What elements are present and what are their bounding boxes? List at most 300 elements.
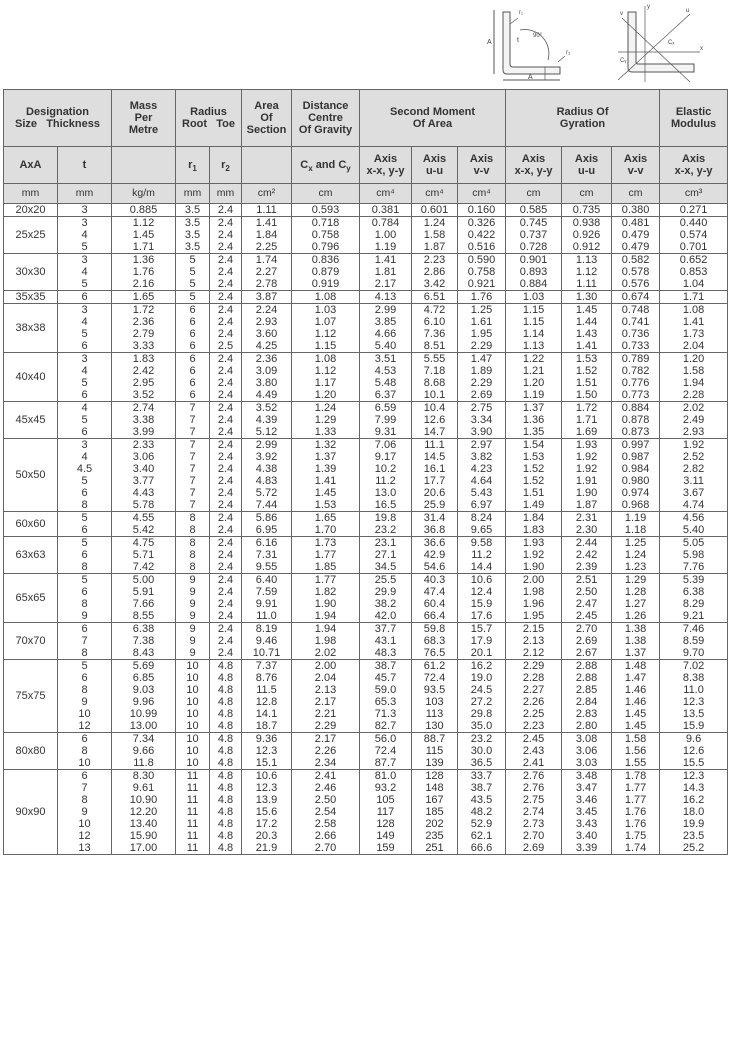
table-cell: 2.21 xyxy=(292,708,360,720)
table-cell: 1.82 xyxy=(292,586,360,598)
table-cell: 8 xyxy=(58,598,112,610)
header-axis-word: Axis xyxy=(574,153,599,165)
table-cell: 2.16 xyxy=(112,278,176,291)
table-cell: 5.78 xyxy=(112,499,176,512)
table-cell: 12.3 xyxy=(242,782,292,794)
table-cell: 1.92 xyxy=(562,451,612,463)
header-thickness: Thickness xyxy=(46,118,100,130)
table-cell: 1.52 xyxy=(506,463,562,475)
table-cell: 2.29 xyxy=(506,660,562,673)
header-designation-title: Designation xyxy=(26,106,89,118)
table-cell: 82.7 xyxy=(360,720,412,733)
table-row xyxy=(4,402,728,415)
table-cell: 1.76 xyxy=(112,266,176,278)
table-cell: 1.55 xyxy=(612,757,660,770)
table-cell: 4 xyxy=(58,402,112,415)
table-cell: 1.37 xyxy=(506,402,562,415)
size-group xyxy=(4,291,728,304)
table-cell: 2.75 xyxy=(506,794,562,806)
table-cell: 2.28 xyxy=(506,672,562,684)
table-cell: 0.987 xyxy=(612,451,660,463)
table-cell: 4.64 xyxy=(458,475,506,487)
table-cell: 6 xyxy=(58,586,112,598)
table-row xyxy=(4,229,728,241)
table-cell: 6 xyxy=(58,524,112,537)
table-cell: 1.77 xyxy=(292,549,360,561)
table-cell: 2.17 xyxy=(292,696,360,708)
table-cell: 1.53 xyxy=(506,451,562,463)
table-cell: 2.43 xyxy=(506,745,562,757)
table-cell: 16.1 xyxy=(412,463,458,475)
table-cell: 1.24 xyxy=(412,217,458,230)
table-cell: 8.55 xyxy=(112,610,176,623)
table-cell: 11 xyxy=(176,806,210,818)
table-cell: 0.773 xyxy=(612,389,660,402)
table-cell: 139 xyxy=(412,757,458,770)
header-r1 xyxy=(176,147,210,184)
table-cell: 9.17 xyxy=(360,451,412,463)
table-cell: 66.4 xyxy=(412,610,458,623)
table-cell: 20.3 xyxy=(242,830,292,842)
table-cell: 2.69 xyxy=(562,635,612,647)
table-cell: 2.44 xyxy=(562,537,612,550)
table-cell: 8 xyxy=(58,745,112,757)
table-cell: 2.52 xyxy=(660,451,728,463)
table-cell: 0.926 xyxy=(562,229,612,241)
table-cell: 14.1 xyxy=(242,708,292,720)
table-cell: 6 xyxy=(176,377,210,389)
table-row xyxy=(4,304,728,317)
table-row xyxy=(4,647,728,660)
table-cell: 2.4 xyxy=(210,328,242,340)
table-cell: 1.15 xyxy=(506,304,562,317)
header-root-toe xyxy=(176,118,241,130)
table-row xyxy=(4,672,728,684)
table-cell: 2.4 xyxy=(210,537,242,550)
table-cell: 1.72 xyxy=(562,402,612,415)
table-row xyxy=(4,340,728,353)
table-cell: 5 xyxy=(58,475,112,487)
table-cell: 7 xyxy=(58,782,112,794)
table-cell: 17.7 xyxy=(412,475,458,487)
table-cell: 10.71 xyxy=(242,647,292,660)
table-cell: 2.97 xyxy=(458,439,506,452)
table-cell: 2.23 xyxy=(506,720,562,733)
table-cell: 5 xyxy=(58,278,112,291)
table-cell: 3.52 xyxy=(242,402,292,415)
table-cell: 2.4 xyxy=(210,463,242,475)
table-cell: 8.51 xyxy=(412,340,458,353)
table-cell: 2.49 xyxy=(660,414,728,426)
table-cell: 149 xyxy=(360,830,412,842)
size-cell: 20x20 xyxy=(4,204,58,217)
table-cell: 2.13 xyxy=(506,635,562,647)
table-row xyxy=(4,487,728,499)
unit-cell: cm⁴ xyxy=(360,184,412,204)
header-toe: Toe xyxy=(216,118,235,130)
table-cell: 6 xyxy=(58,340,112,353)
table-cell: 13.5 xyxy=(660,708,728,720)
table-cell: 48.2 xyxy=(458,806,506,818)
size-cell: 38x38 xyxy=(4,304,58,353)
table-cell: 1.37 xyxy=(292,451,360,463)
table-row xyxy=(4,610,728,623)
header-axis-uu xyxy=(412,147,458,184)
angle-dimension-diagram xyxy=(494,10,565,80)
table-cell: 8 xyxy=(58,684,112,696)
table-cell: 6 xyxy=(176,304,210,317)
table-cell: 0.893 xyxy=(506,266,562,278)
table-cell: 0.652 xyxy=(660,254,728,267)
table-cell: 0.326 xyxy=(458,217,506,230)
table-cell: 0.479 xyxy=(612,229,660,241)
table-cell: 9 xyxy=(176,574,210,587)
table-row xyxy=(4,696,728,708)
table-cell: 10.2 xyxy=(360,463,412,475)
table-cell: 93.2 xyxy=(360,782,412,794)
table-cell: 7 xyxy=(176,463,210,475)
table-cell: 15.9 xyxy=(660,720,728,733)
table-cell: 1.12 xyxy=(562,266,612,278)
table-cell: 5.48 xyxy=(360,377,412,389)
table-row xyxy=(4,660,728,673)
table-cell: 5.43 xyxy=(458,487,506,499)
table-cell: 11 xyxy=(176,818,210,830)
table-cell: 1.58 xyxy=(612,733,660,746)
table-cell: 1.45 xyxy=(292,487,360,499)
table-cell: 6 xyxy=(58,770,112,783)
diagram-label-v: v xyxy=(620,11,623,17)
table-cell: 2.4 xyxy=(210,475,242,487)
table-cell: 1.30 xyxy=(562,291,612,304)
table-cell: 8 xyxy=(58,499,112,512)
table-cell: 10.1 xyxy=(412,389,458,402)
table-cell: 2.50 xyxy=(562,586,612,598)
table-cell: 1.83 xyxy=(506,524,562,537)
table-cell: 0.590 xyxy=(458,254,506,267)
table-cell: 0.776 xyxy=(612,377,660,389)
header-axis-word: Axis xyxy=(373,153,398,165)
table-cell: 11.2 xyxy=(458,549,506,561)
table-cell: 1.12 xyxy=(292,328,360,340)
table-cell: 2.4 xyxy=(210,426,242,439)
table-cell: 4 xyxy=(58,365,112,377)
table-cell: 7.66 xyxy=(112,598,176,610)
table-cell: 72.4 xyxy=(412,672,458,684)
table-cell: 1.71 xyxy=(112,241,176,254)
header-radius-title: Radius xyxy=(190,106,227,118)
table-cell: 105 xyxy=(360,794,412,806)
table-cell: 8 xyxy=(176,524,210,537)
header-mass-line: Mass xyxy=(129,100,158,112)
header-axis-word: Axis xyxy=(623,153,648,165)
table-cell: 1.95 xyxy=(506,610,562,623)
table-cell: 1.98 xyxy=(506,586,562,598)
size-group xyxy=(4,402,728,439)
table-cell: 16.2 xyxy=(660,794,728,806)
header-cy-sub: y xyxy=(346,164,351,174)
table-cell: 1.70 xyxy=(292,524,360,537)
table-row xyxy=(4,842,728,855)
table-cell: 1.08 xyxy=(292,353,360,366)
table-cell: 1.71 xyxy=(660,291,728,304)
table-cell: 7.42 xyxy=(112,561,176,574)
table-cell: 117 xyxy=(360,806,412,818)
table-cell: 88.7 xyxy=(412,733,458,746)
table-cell: 1.24 xyxy=(292,402,360,415)
table-cell: 9 xyxy=(176,586,210,598)
table-cell: 1.45 xyxy=(562,304,612,317)
table-cell: 38.7 xyxy=(360,660,412,673)
table-cell: 0.516 xyxy=(458,241,506,254)
table-cell: 2.36 xyxy=(112,316,176,328)
table-cell: 4.8 xyxy=(210,720,242,733)
table-cell: 3.39 xyxy=(562,842,612,855)
table-cell: 10 xyxy=(176,757,210,770)
table-cell: 18.7 xyxy=(242,720,292,733)
table-cell: 52.9 xyxy=(458,818,506,830)
table-cell: 1.25 xyxy=(458,304,506,317)
table-cell: 1.93 xyxy=(562,439,612,452)
table-cell: 5 xyxy=(58,328,112,340)
table-cell: 1.91 xyxy=(562,475,612,487)
table-cell: 60.4 xyxy=(412,598,458,610)
table-cell: 13.9 xyxy=(242,794,292,806)
header-gyr-uu xyxy=(562,147,612,184)
table-cell: 1.74 xyxy=(242,254,292,267)
header-area-blank xyxy=(242,147,292,184)
table-cell: 24.5 xyxy=(458,684,506,696)
header-distance-line: Of Gravity xyxy=(298,124,353,136)
table-cell: 2.41 xyxy=(506,757,562,770)
table-cell: 2.36 xyxy=(242,353,292,366)
table-cell: 1.13 xyxy=(506,340,562,353)
table-cell: 6 xyxy=(58,389,112,402)
table-cell: 2.29 xyxy=(458,340,506,353)
table-cell: 5.39 xyxy=(660,574,728,587)
size-group xyxy=(4,770,728,855)
table-cell: 3.42 xyxy=(412,278,458,291)
table-cell: 2.42 xyxy=(562,549,612,561)
size-group xyxy=(4,574,728,623)
table-cell: 2.4 xyxy=(210,635,242,647)
table-cell: 3.09 xyxy=(242,365,292,377)
header-elastic xyxy=(660,90,728,147)
table-cell: 9 xyxy=(176,610,210,623)
table-cell: 10 xyxy=(176,733,210,746)
table-row xyxy=(4,782,728,794)
table-cell: 6 xyxy=(176,365,210,377)
diagram-label-t: t xyxy=(517,37,519,44)
table-row xyxy=(4,241,728,254)
table-cell: 1.65 xyxy=(112,291,176,304)
table-cell: 2.4 xyxy=(210,389,242,402)
table-cell: 9 xyxy=(58,806,112,818)
table-cell: 1.24 xyxy=(612,549,660,561)
header-area-line: Area xyxy=(254,100,279,112)
table-cell: 1.41 xyxy=(660,316,728,328)
table-cell: 1.11 xyxy=(242,204,292,217)
table-cell: 8.68 xyxy=(412,377,458,389)
table-cell: 2.83 xyxy=(562,708,612,720)
table-cell: 5.42 xyxy=(112,524,176,537)
table-cell: 0.728 xyxy=(506,241,562,254)
table-cell: 8.38 xyxy=(660,672,728,684)
table-cell: 1.72 xyxy=(112,304,176,317)
table-cell: 43.5 xyxy=(458,794,506,806)
table-cell: 6.16 xyxy=(242,537,292,550)
table-cell: 2.93 xyxy=(242,316,292,328)
table-cell: 42.0 xyxy=(360,610,412,623)
table-cell: 4 xyxy=(58,229,112,241)
table-cell: 3.06 xyxy=(562,745,612,757)
table-cell: 9.58 xyxy=(458,537,506,550)
table-row xyxy=(4,278,728,291)
table-cell: 0.789 xyxy=(612,353,660,366)
table-cell: 10.90 xyxy=(112,794,176,806)
table-cell: 4.75 xyxy=(112,537,176,550)
table-cell: 8 xyxy=(58,561,112,574)
table-cell: 8.19 xyxy=(242,623,292,636)
size-group xyxy=(4,439,728,512)
table-cell: 43.1 xyxy=(360,635,412,647)
unit-cell: cm xyxy=(506,184,562,204)
table-cell: 4.8 xyxy=(210,770,242,783)
table-cell: 0.733 xyxy=(612,340,660,353)
unit-cell: cm⁴ xyxy=(458,184,506,204)
unit-cell: mm xyxy=(58,184,112,204)
header-axa: AxA xyxy=(4,147,58,184)
table-cell: 1.84 xyxy=(242,229,292,241)
table-cell: 0.884 xyxy=(612,402,660,415)
table-cell: 15.6 xyxy=(242,806,292,818)
table-cell: 5.55 xyxy=(412,353,458,366)
header-size-thickness xyxy=(4,118,111,130)
table-cell: 3.99 xyxy=(112,426,176,439)
table-cell: 2.4 xyxy=(210,266,242,278)
table-cell: 0.745 xyxy=(506,217,562,230)
table-cell: 1.29 xyxy=(612,574,660,587)
header-elastic-line: Modulus xyxy=(670,118,717,130)
header-cx-and: and C xyxy=(312,159,347,171)
table-cell: 7 xyxy=(58,635,112,647)
table-cell: 1.23 xyxy=(612,561,660,574)
table-cell: 1.35 xyxy=(506,426,562,439)
table-cell: 2.25 xyxy=(242,241,292,254)
table-cell: 19.9 xyxy=(660,818,728,830)
table-cell: 1.04 xyxy=(660,278,728,291)
header-r1-symbol: r xyxy=(188,159,193,171)
size-group xyxy=(4,254,728,291)
table-row xyxy=(4,770,728,783)
table-cell: 185 xyxy=(412,806,458,818)
table-cell: 8 xyxy=(176,549,210,561)
table-cell: 25.5 xyxy=(360,574,412,587)
table-cell: 2.69 xyxy=(458,389,506,402)
diagram-label-cx: Cₓ xyxy=(668,40,675,46)
table-cell: 1.76 xyxy=(458,291,506,304)
table-cell: 3.90 xyxy=(458,426,506,439)
table-cell: 2.17 xyxy=(360,278,412,291)
table-cell: 54.6 xyxy=(412,561,458,574)
header-axis-vv xyxy=(458,147,506,184)
table-cell: 2.4 xyxy=(210,647,242,660)
table-cell: 29.8 xyxy=(458,708,506,720)
table-cell: 2.4 xyxy=(210,586,242,598)
table-cell: 1.41 xyxy=(242,217,292,230)
table-cell: 0.701 xyxy=(660,241,728,254)
table-cell: 6 xyxy=(58,733,112,746)
table-cell: 17.9 xyxy=(458,635,506,647)
table-cell: 10 xyxy=(176,708,210,720)
table-cell: 4.8 xyxy=(210,733,242,746)
table-cell: 10.99 xyxy=(112,708,176,720)
header-gyr-xx-yy xyxy=(506,147,562,184)
header-axis-value: v-v xyxy=(627,165,644,177)
table-cell: 5.91 xyxy=(112,586,176,598)
table-cell: 2.4 xyxy=(210,365,242,377)
table-cell: 5.00 xyxy=(112,574,176,587)
table-cell: 15.1 xyxy=(242,757,292,770)
size-cell: 75x75 xyxy=(4,660,58,733)
table-cell: 2.4 xyxy=(210,487,242,499)
table-cell: 9 xyxy=(176,635,210,647)
table-cell: 38.7 xyxy=(458,782,506,794)
table-cell: 4.13 xyxy=(360,291,412,304)
table-cell: 1.53 xyxy=(292,499,360,512)
table-cell: 12.6 xyxy=(412,414,458,426)
table-cell: 2.4 xyxy=(210,512,242,525)
table-cell: 251 xyxy=(412,842,458,855)
size-cell: 25x25 xyxy=(4,217,58,254)
table-cell: 2.45 xyxy=(506,733,562,746)
table-cell: 167 xyxy=(412,794,458,806)
table-cell: 2.31 xyxy=(562,512,612,525)
header-radius xyxy=(176,90,242,147)
table-cell: 1.47 xyxy=(458,353,506,366)
table-row xyxy=(4,733,728,746)
table-cell: 36.5 xyxy=(458,757,506,770)
table-cell: 0.984 xyxy=(612,463,660,475)
table-cell: 2.93 xyxy=(660,426,728,439)
table-cell: 128 xyxy=(412,770,458,783)
header-mass-line: Metre xyxy=(128,124,159,136)
table-cell: 6 xyxy=(58,487,112,499)
size-cell: 65x65 xyxy=(4,574,58,623)
table-cell: 71.3 xyxy=(360,708,412,720)
size-group xyxy=(4,537,728,574)
table-cell: 9.55 xyxy=(242,561,292,574)
table-cell: 202 xyxy=(412,818,458,830)
table-cell: 2.86 xyxy=(412,266,458,278)
table-cell: 2.99 xyxy=(242,439,292,452)
table-cell: 8.24 xyxy=(458,512,506,525)
table-cell: 2.30 xyxy=(562,524,612,537)
table-cell: 3 xyxy=(58,304,112,317)
table-cell: 1.03 xyxy=(506,291,562,304)
header-root: Root xyxy=(182,118,208,130)
table-cell: 9.96 xyxy=(112,696,176,708)
table-cell: 3 xyxy=(58,217,112,230)
table-cell: 2.4 xyxy=(210,278,242,291)
table-cell: 10 xyxy=(176,672,210,684)
table-cell: 148 xyxy=(412,782,458,794)
table-cell: 13.0 xyxy=(360,487,412,499)
table-cell: 65.3 xyxy=(360,696,412,708)
header-r2 xyxy=(210,147,242,184)
table-cell: 1.20 xyxy=(506,377,562,389)
table-cell: 1.19 xyxy=(612,512,660,525)
